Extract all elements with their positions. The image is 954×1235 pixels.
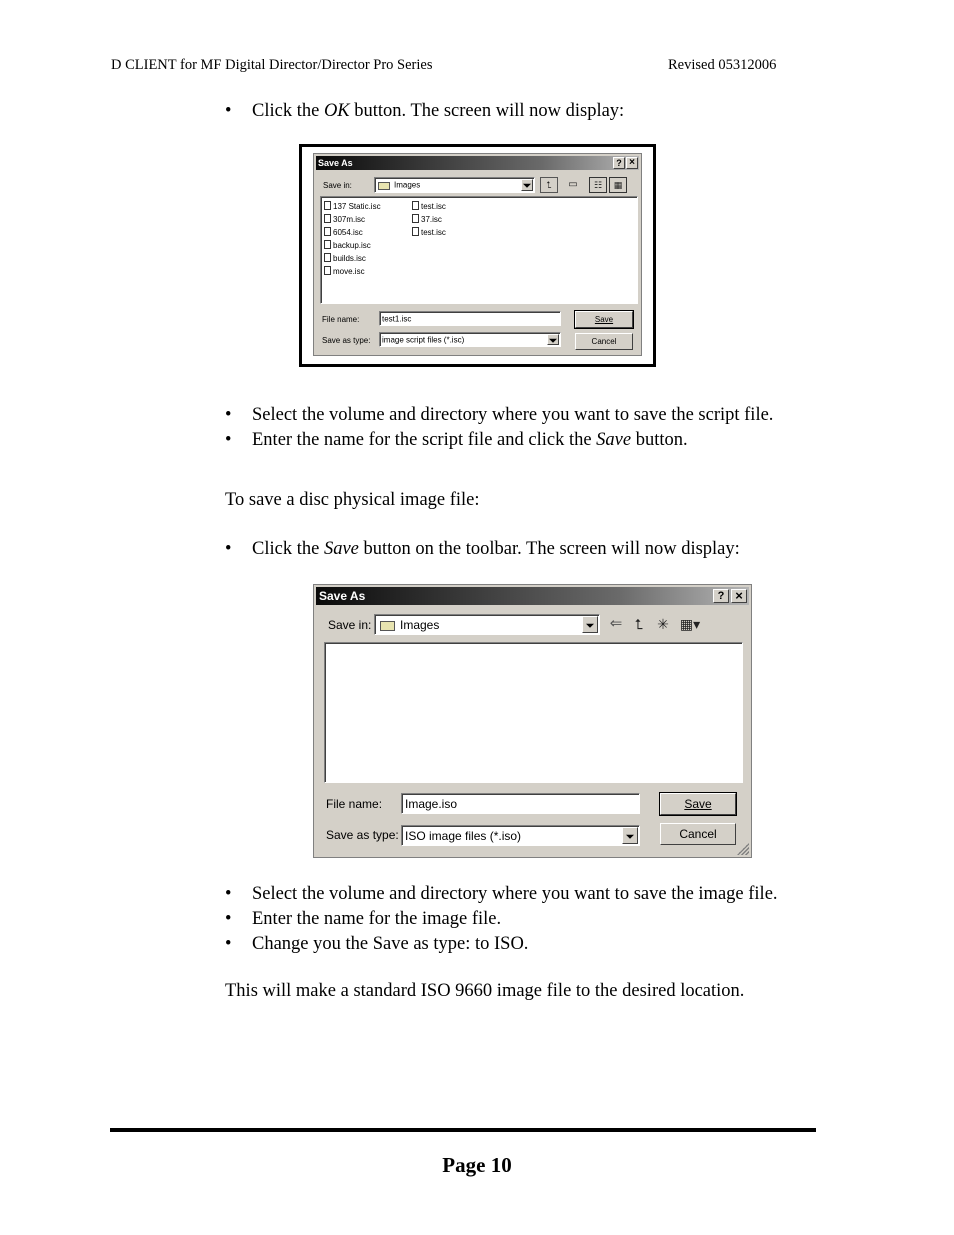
help-button[interactable]: ? [713,589,729,603]
folder-icon [378,182,390,190]
bullet-text: button on the toolbar. The screen will now display: [358,539,740,559]
save-as-type-value: image script files (*.isc) [382,335,465,344]
save-button[interactable] [575,311,633,328]
bullet-enter-name-script [225,429,688,451]
file-name: builds.isc [333,254,366,263]
file-name: move.isc [333,267,365,276]
dialog1-frame [299,144,656,367]
list-item[interactable] [412,201,446,211]
bullet-text: Click the [252,539,324,559]
new-folder-icon[interactable]: ✳ [657,616,669,632]
bullet-text: Enter the name for the script file and click the [252,430,597,450]
save-in-value: Images [394,180,421,190]
bullet-dot: • [225,405,232,425]
list-item[interactable] [324,266,365,276]
chevron-down-icon[interactable] [521,179,533,191]
up-folder-icon[interactable]: ⮤ [540,177,558,193]
save-in-label: Save in: [323,181,352,190]
save-button-label: Save [684,797,712,811]
file-icon [412,201,419,210]
file-list[interactable] [320,196,638,304]
dialog-title: Save As [318,158,353,168]
save-in-dropdown[interactable] [374,614,600,635]
save-as-dialog-iso [313,584,752,858]
bullet-dot: • [225,934,232,954]
save-button[interactable] [660,793,736,815]
bullet-select-volume-script [225,404,773,426]
file-name-value: Image.iso [405,796,458,811]
save-button-label: Save [594,315,614,324]
save-as-dialog-script [313,153,642,356]
file-name-value: test1.isc [382,314,412,323]
list-item[interactable] [412,227,446,237]
file-name: 37.isc [421,215,442,224]
folder-icon [380,621,395,631]
list-view-icon[interactable]: ☷ [589,177,607,193]
file-icon [412,214,419,223]
header-revision: Revised 05312006 [668,57,777,73]
file-name: 6054.isc [333,228,363,237]
bullet-dot: • [225,884,232,904]
title-bar [316,587,749,605]
bullet-text: Select the volume and directory where you want to save the script file. [252,405,774,425]
file-icon [324,240,331,249]
resize-grip-icon[interactable] [737,843,749,855]
bullet-select-volume-image [225,883,778,905]
file-icon [324,266,331,275]
save-in-value: Images [400,617,440,632]
bullet-text: button. The screen will now display: [349,101,625,121]
file-name-field[interactable] [401,793,640,814]
back-arrow-icon[interactable]: ⇐ [609,615,623,632]
list-item[interactable] [324,214,365,224]
file-name: backup.isc [333,241,371,250]
paragraph-disc-image: To save a disc physical image file: [225,490,480,510]
bullet-text: button. [631,430,688,450]
bullet-click-save [225,538,740,560]
save-as-type-dropdown[interactable] [401,825,640,846]
save-in-label: Save in: [328,618,372,632]
file-list[interactable] [324,642,743,783]
file-name-label: File name: [322,315,360,324]
chevron-down-icon[interactable] [622,827,638,844]
list-item[interactable] [324,253,366,263]
save-as-type-label: Save as type: [326,828,399,842]
title-bar [316,156,639,170]
help-button[interactable]: ? [613,157,625,169]
chevron-down-icon[interactable] [582,616,598,633]
list-item[interactable] [324,240,371,250]
bullet-text: Enter the name for the image file. [252,909,502,929]
file-name: test.isc [421,202,446,211]
file-icon [324,227,331,236]
up-folder-icon[interactable]: ⮤ [634,616,644,632]
file-name: test.isc [421,228,446,237]
bullet-text: Click the [252,101,324,121]
bullet-enter-name-image [225,908,501,930]
list-item[interactable] [412,214,442,224]
dialog-title: Save As [319,589,366,603]
bullet-dot: • [225,539,232,559]
file-name-field[interactable] [379,311,561,326]
file-icon [324,201,331,210]
chevron-down-icon[interactable] [547,334,559,345]
bullet-dot: • [225,430,232,450]
page-number: Page 10 [442,1153,512,1177]
bullet-text: Change you the Save as type: to ISO. [252,934,529,954]
save-in-dropdown[interactable] [374,177,535,193]
cancel-button[interactable]: Cancel [660,823,736,845]
file-icon [324,253,331,262]
list-item[interactable] [324,201,381,211]
close-button[interactable]: × [731,589,747,603]
file-name-label: File name: [326,797,383,811]
close-button[interactable]: × [626,157,638,169]
file-icon [412,227,419,236]
new-folder-icon[interactable]: ▭ [568,179,578,190]
save-as-type-dropdown[interactable] [379,332,561,347]
bullet-dot: • [225,101,232,121]
file-icon [324,214,331,223]
file-name: 137 Static.isc [333,202,381,211]
list-item[interactable] [324,227,363,237]
bullet-emphasis: Save [596,430,632,450]
bullet-ok [225,100,624,122]
save-as-type-label: Save as type: [322,336,371,345]
bullet-emphasis: OK [323,101,350,121]
paragraph-final: This will make a standard ISO 9660 image file to the desired location. [225,981,745,1001]
file-name: 307m.isc [333,215,366,224]
view-menu-icon[interactable]: ▦▾ [679,616,701,632]
bullet-dot: • [225,909,232,929]
footer-rule [110,1128,816,1132]
header-title: D CLIENT for MF Digital Director/Director Pro Series [111,57,433,73]
cancel-button[interactable]: Cancel [575,333,633,350]
bullet-emphasis: Save [323,539,359,559]
bullet-change-type [225,933,528,955]
details-view-icon[interactable]: ▦ [609,177,627,193]
save-as-type-value: ISO image files (*.iso) [405,828,522,843]
bullet-text: Select the volume and directory where you want to save the image file. [252,884,778,904]
